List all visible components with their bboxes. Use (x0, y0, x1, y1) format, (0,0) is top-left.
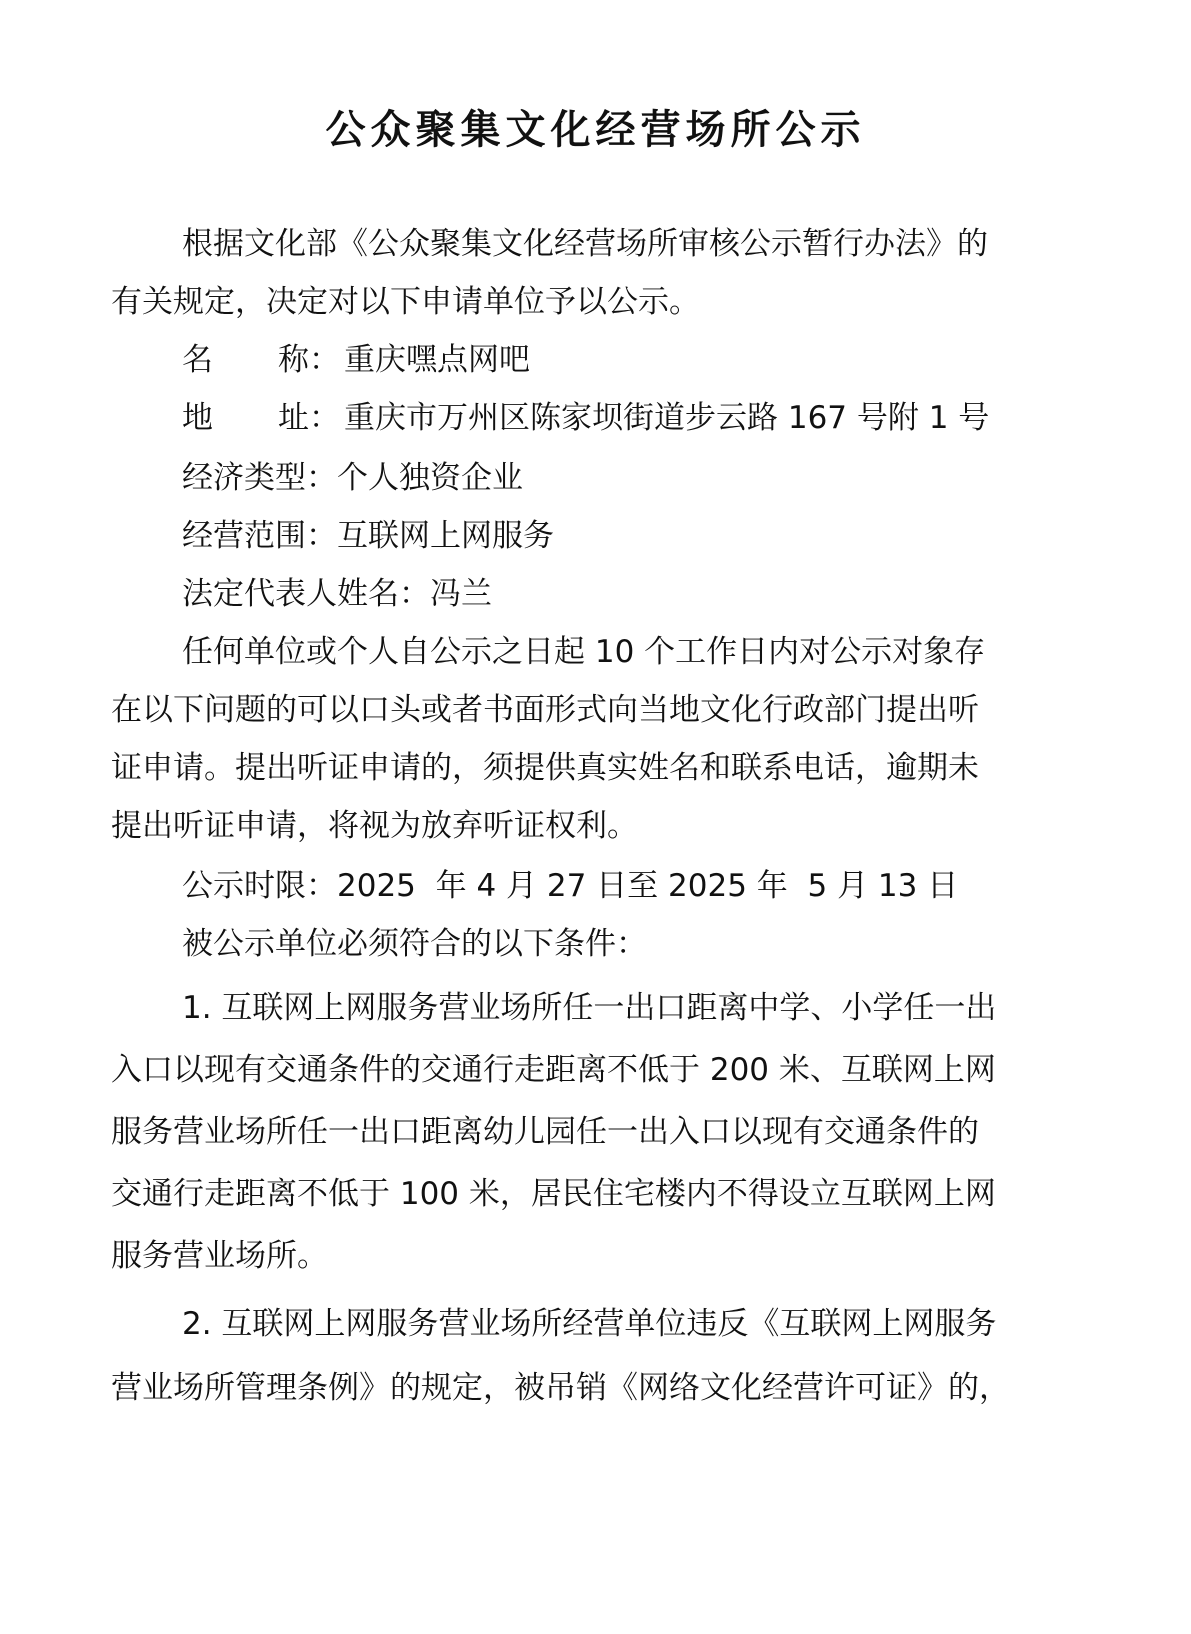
period-label: 公示时限： (182, 868, 337, 904)
condition-2-line-1: 2. 互联网上网服务营业场所经营单位违反《互联网上网服务 (182, 1306, 997, 1342)
intro-line-1: 根据文化部《公众聚集文化经营场所审核公示暂行办法》的 (182, 226, 988, 262)
address-value: 重庆市万州区陈家坝街道步云路 167 号附 1 号 (344, 400, 990, 436)
legal-rep-value: 冯兰 (430, 576, 492, 612)
economic-type-label: 经济类型： (182, 460, 337, 496)
business-scope-field (182, 514, 554, 558)
condition-2-line-2: 营业场所管理条例》的规定，被吊销《网络文化经营许可证》的， (111, 1370, 1010, 1406)
period-field (182, 864, 958, 908)
address-label: 地 址： (182, 400, 340, 436)
condition-1-line-3: 服务营业场所任一出口距离幼儿园任一出入口以现有交通条件的 (111, 1114, 979, 1150)
legal-rep-label: 法定代表人姓名： (182, 576, 430, 612)
period-value: 2025 年 4 月 27 日至 2025 年 5 月 13 日 (337, 868, 959, 904)
condition-1-line-5: 服务营业场所。 (111, 1238, 328, 1274)
hearing-line-2: 在以下问题的可以口头或者书面形式向当地文化行政部门提出听 (111, 692, 979, 728)
hearing-line-4: 提出听证申请，将视为放弃听证权利。 (111, 808, 638, 844)
condition-1-line-4: 交通行走距离不低于 100 米，居民住宅楼内不得设立互联网上网 (111, 1176, 996, 1212)
condition-1-line-1: 1. 互联网上网服务营业场所任一出口距离中学、小学任一出 (182, 990, 997, 1026)
intro-line-2: 有关规定，决定对以下申请单位予以公示。 (111, 284, 700, 320)
business-scope-label: 经营范围： (182, 518, 337, 554)
name-label: 名 称： (182, 342, 340, 378)
legal-rep-field (182, 572, 492, 616)
hearing-line-3: 证申请。提出听证申请的，须提供真实姓名和联系电话，逾期未 (111, 750, 979, 786)
business-scope-value: 互联网上网服务 (337, 518, 554, 554)
economic-type-value: 个人独资企业 (337, 460, 523, 496)
condition-1-line-2: 入口以现有交通条件的交通行走距离不低于 200 米、互联网上网 (111, 1052, 996, 1088)
name-field (182, 338, 530, 382)
economic-type-field (182, 456, 523, 500)
conditions-heading: 被公示单位必须符合的以下条件： (182, 926, 647, 962)
document-title: 公众聚集文化经营场所公示 (325, 107, 866, 153)
hearing-line-1: 任何单位或个人自公示之日起 10 个工作日内对公示对象存 (182, 634, 986, 670)
address-field (182, 396, 989, 440)
name-value: 重庆嘿点网吧 (344, 342, 530, 378)
